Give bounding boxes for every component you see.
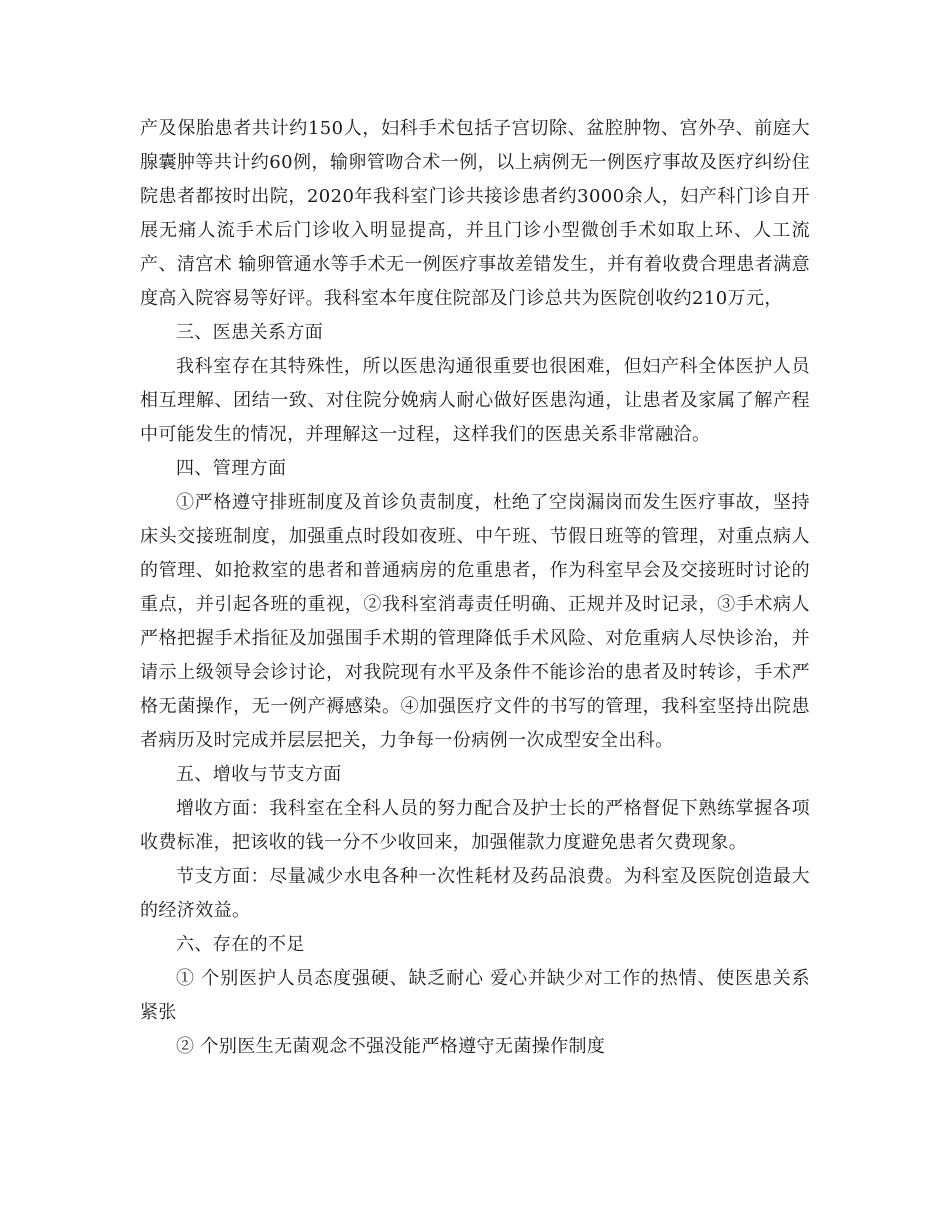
shortcoming-item-1: ① 个别医护人员态度强硬、缺乏耐心 爱心并缺少对工作的热情、使医患关系紧张 [140, 968, 810, 1023]
paragraph-savings: 节支方面：尽量减少水电各种一次性耗材及药品浪费。为科室及医院创造最大的经济效益。 [140, 866, 810, 921]
section-heading-management: 四、管理方面 [176, 458, 287, 479]
paragraph-revenue: 增收方面：我科室在全科人员的努力配合及护士长的严格督促下熟练掌握各项收费标准，把该收的钱一分不少收回来，加强催款力度避免患者欠费现象。 [140, 798, 810, 853]
shortcoming-item-2: ② 个别医生无菌观念不强没能严格遵守无菌操作制度 [176, 1036, 606, 1057]
paragraph-doctor-patient-relations: 我科室存在其特殊性，所以医患沟通很重要也很困难，但妇产科全体医护人员相互理解、团结一致、对住院分娩病人耐心做好医患沟通，让患者及家属了解产程中可能发生的情况，并理解这一过程，这样我们的医患关系非常融洽。 [140, 356, 810, 445]
section-heading-doctor-patient-relations: 三、医患关系方面 [176, 322, 324, 343]
section-heading-revenue-savings: 五、增收与节支方面 [176, 764, 342, 785]
paragraph-management: ①严格遵守排班制度及首诊负责制度，杜绝了空岗漏岗而发生医疗事故，坚持床头交接班制度，加强重点时段如夜班、中午班、节假日班等的管理，对重点病人的管理、如抢救室的患者和普通病房的危重患者，作为科室早会及交接班时讨论的重点，并引起各班的重视，②我科室消毒责任明确、正规并及时记录，③手术病人严格把握手术指征及加强围手术期的管理降低手术风险、对危重病人尽快诊治，并请示上级领导会诊讨论，对我院现有水平及条件不能诊治的患者及时转诊，手术严格无菌操作，无一例产褥感染。④加强医疗文件的书写的管理，我科室坚持出院患者病历及时完成并层层把关，力争每一份病例一次成型安全出科。 [140, 492, 810, 751]
document-body [140, 112, 810, 1064]
paragraph-continued: 产及保胎患者共计约150人，妇科手术包括子宫切除、盆腔肿物、宫外孕、前庭大腺囊肿等共计约60例，输卵管吻合术一例，以上病例无一例医疗事故及医疗纠纷住院患者都按时出院，2020年我科室门诊共接诊患者约3000余人，妇产科门诊自开展无痛人流手术后门诊收入明显提高，并且门诊小型微创手术如取上环、人工流产、清宫术 输卵管通水等手术无一例医疗事故差错发生，并有着收费合理患者满意度高入院容易等好评。我科室本年度住院部及门诊总共为医院创收约210万元， [140, 118, 810, 309]
section-heading-shortcomings: 六、存在的不足 [176, 934, 305, 955]
